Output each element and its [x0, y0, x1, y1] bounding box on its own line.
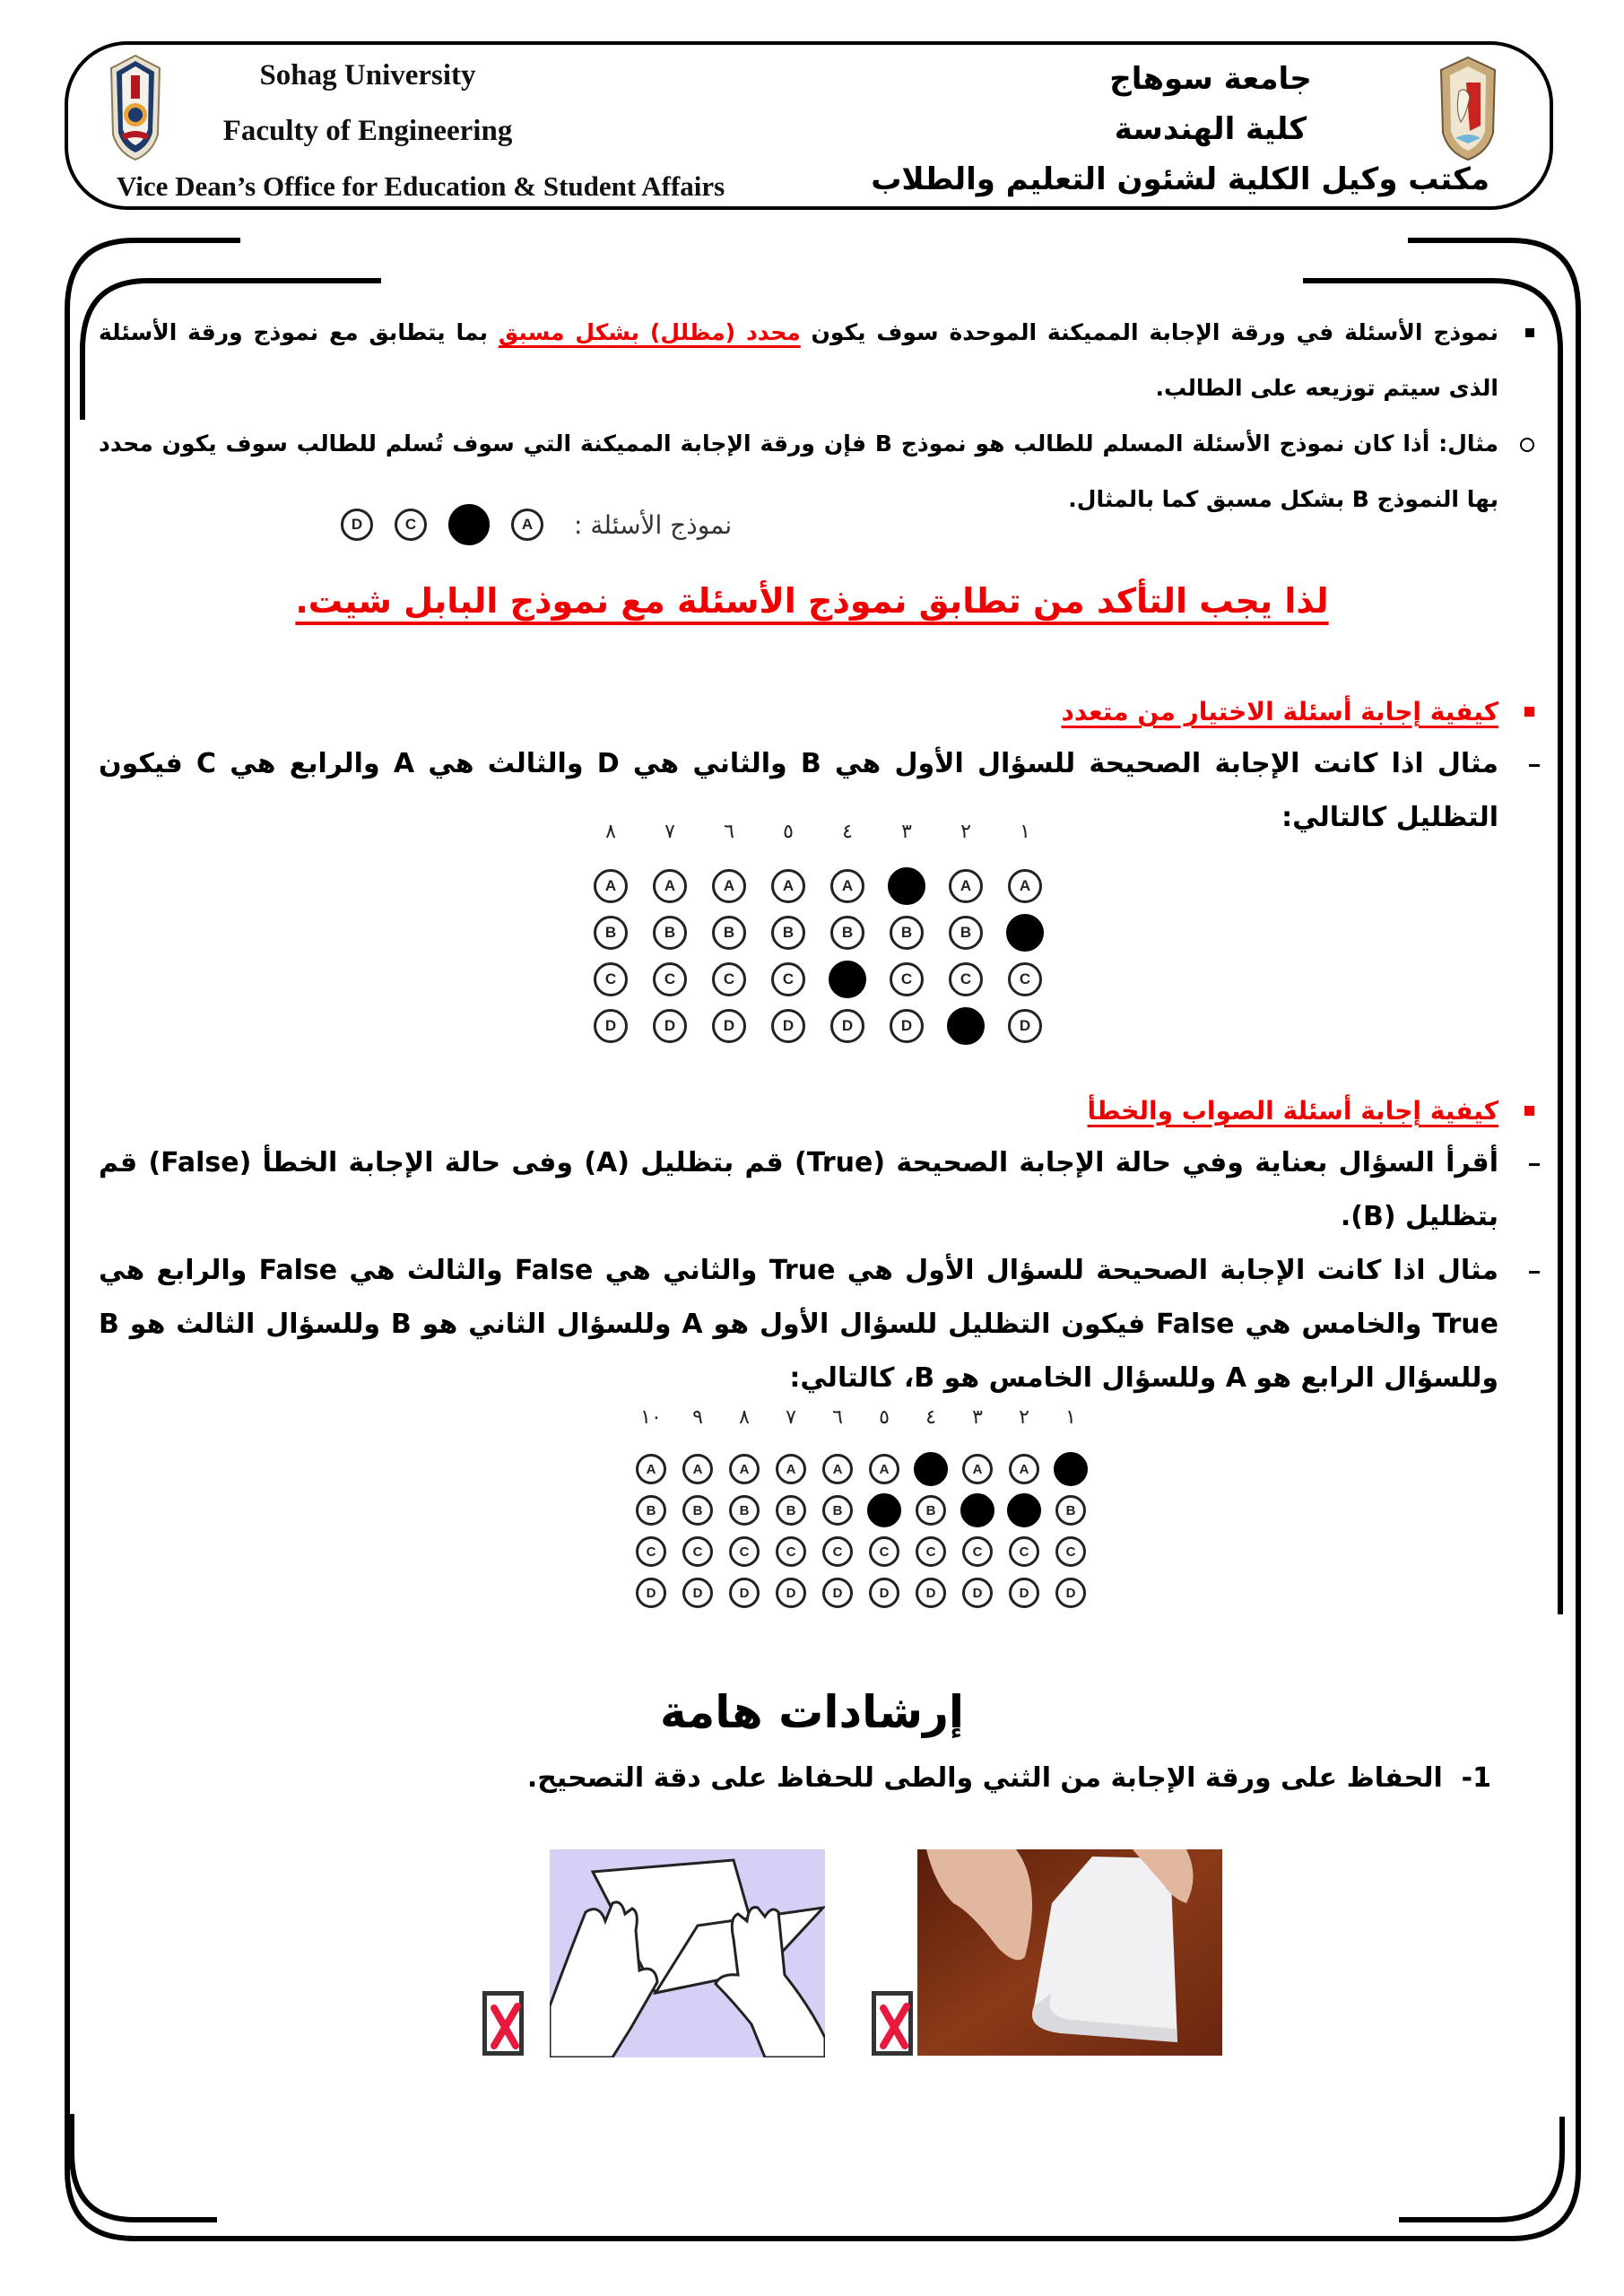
bubble: C: [712, 962, 746, 996]
dash-bullet-icon: [1529, 1271, 1540, 1274]
bubble: B: [822, 1495, 853, 1526]
bubble: A: [1009, 1454, 1039, 1484]
section1-example-text: مثال: أذا كان نموذج الأسئلة المسلم للطالب هو نموذج B فإن ورقة الإجابة المميكنة التي سوف تُسلم للطالب سوف يكون محدد بها النموذج B بشكل مسبق كما بالمثال.: [99, 430, 1498, 512]
bubble: D: [682, 1578, 713, 1608]
bubble: A: [636, 1454, 666, 1484]
bubble: A: [822, 1454, 853, 1484]
bubble: B: [771, 916, 805, 950]
wrong-mark-icon: [872, 1991, 913, 2056]
faculty-logo-icon: [108, 52, 163, 163]
question-number: ٤: [842, 821, 853, 843]
bubble: A: [1008, 869, 1042, 903]
section2-example-text: مثال اذا كانت الإجابة الصحيحة للسؤال الأول هي B والثاني هي D والثالث هي A والرابع هي C فيكون التظليل كالتالي:: [99, 748, 1499, 833]
square-bullet-icon: [1524, 1106, 1534, 1116]
section1-example: [99, 416, 1498, 527]
model-label: نموذج الأسئلة :: [574, 509, 733, 540]
bubble: A: [682, 1454, 713, 1484]
question-number: ٩: [692, 1406, 703, 1429]
section2-heading: [99, 691, 1498, 734]
question-number: ١٠: [640, 1406, 662, 1429]
question-number: ٦: [724, 821, 734, 843]
bubble: D: [771, 1009, 805, 1043]
bubble: D: [962, 1578, 993, 1608]
bubble-filled: [829, 961, 866, 998]
bubble: D: [890, 1009, 924, 1043]
section3-instruction: [99, 1136, 1498, 1244]
bubble: B: [949, 916, 983, 950]
bubble-filled: [867, 1493, 901, 1527]
bubble: D: [916, 1578, 946, 1608]
bubble: C: [949, 962, 983, 996]
office-name-ar: مكتب وكيل الكلية لشئون التعليم والطلاب: [871, 161, 1489, 197]
bubble: A: [776, 1454, 806, 1484]
question-model-selector: [341, 504, 732, 545]
bubble: C: [869, 1536, 899, 1567]
section1-text-before: نموذج الأسئلة في ورقة الإجابة المميكنة الموحدة سوف يكون: [800, 319, 1498, 345]
bubble: D: [776, 1578, 806, 1608]
bubble: B: [776, 1495, 806, 1526]
bubble: B: [1055, 1495, 1086, 1526]
bubble: B: [729, 1495, 760, 1526]
model-option-d: D: [341, 509, 373, 541]
dash-bullet-icon: [1529, 764, 1540, 767]
model-option-a: A: [511, 509, 543, 541]
bubble: C: [1008, 962, 1042, 996]
bubble-filled: [1006, 914, 1044, 952]
option-row-d: [581, 1003, 1055, 1049]
question-number: ٧: [664, 821, 675, 843]
bubble: D: [729, 1578, 760, 1608]
bubble: D: [636, 1578, 666, 1608]
bubble: A: [729, 1454, 760, 1484]
model-option-b-filled: [448, 504, 490, 545]
bubble: A: [962, 1454, 993, 1484]
office-name-en: Vice Dean’s Office for Education & Student Affairs: [117, 170, 725, 202]
question-number: ٢: [1019, 1406, 1029, 1429]
section3-title: كيفية إجابة أسئلة الصواب والخطأ: [1087, 1096, 1498, 1126]
bubble: C: [822, 1536, 853, 1567]
wrong-mark-icon: [482, 1991, 524, 2056]
bubble: A: [949, 869, 983, 903]
bubble: A: [869, 1454, 899, 1484]
tip-text: الحفاظ على ورقة الإجابة من الثني والطى للحفاظ على دقة التصحيح.: [526, 1762, 1443, 1794]
bubble: C: [682, 1536, 713, 1567]
university-logo-icon: [1439, 56, 1497, 161]
question-number: ٨: [739, 1406, 750, 1429]
question-number: ٥: [783, 821, 794, 843]
question-number: ١: [1065, 1406, 1076, 1429]
bubble: C: [1009, 1536, 1039, 1567]
question-number: ٨: [605, 821, 616, 843]
bubble: C: [636, 1536, 666, 1567]
bubble: B: [890, 916, 924, 950]
bubble: B: [682, 1495, 713, 1526]
bubble: D: [830, 1009, 864, 1043]
model-option-c: C: [395, 509, 427, 541]
circle-bullet-icon: [1520, 438, 1534, 452]
bubble: B: [916, 1495, 946, 1526]
question-number: ٤: [925, 1406, 936, 1429]
bubble: C: [1055, 1536, 1086, 1567]
option-row-b: [581, 909, 1055, 956]
bubble: D: [869, 1578, 899, 1608]
bubble-filled: [960, 1493, 994, 1527]
bubble: A: [653, 869, 687, 903]
bubble: C: [771, 962, 805, 996]
section1-paragraph: [99, 305, 1498, 416]
bubble: D: [653, 1009, 687, 1043]
important-tips-heading: إرشادات هامة: [659, 1686, 965, 1738]
section3-example-text: مثال اذا كانت الإجابة الصحيحة للسؤال الأول هي True والثاني هي False والثالث هي False والرابع هي True والخامس هي False فيكون التظليل للسؤال الأول هو A وللسؤال الثاني هو B وللسؤال الثالث هو B وللسؤال الرابع هو A وللسؤال الخامس هو B، كالتالي:: [99, 1255, 1498, 1394]
faculty-name-en: Faculty of Engineering: [222, 115, 513, 147]
bubble: D: [594, 1009, 628, 1043]
section1-text-after: بما يتطابق مع نموذج ورقة الأسئلة الذى سيتم توزيعه على الطالب.: [99, 319, 1498, 401]
bubble-filled: [1007, 1493, 1041, 1527]
question-number: ٢: [960, 821, 971, 843]
bubble: C: [729, 1536, 760, 1567]
hands-folding-paper-illustration: [550, 1849, 825, 2057]
bubble: A: [712, 869, 746, 903]
bubble: A: [594, 869, 628, 903]
bubble: C: [776, 1536, 806, 1567]
question-number: ٥: [879, 1406, 890, 1429]
bubble: C: [653, 962, 687, 996]
faculty-name-ar: كلية الهندسة: [1114, 111, 1307, 147]
tip-item-1: [527, 1762, 1491, 1794]
bubble-filled: [914, 1452, 948, 1486]
question-number-row: [581, 821, 1055, 843]
bubble: D: [1055, 1578, 1086, 1608]
question-number: ٣: [901, 821, 912, 843]
bubble: A: [771, 869, 805, 903]
question-number-row: [628, 1406, 1094, 1429]
bubble: B: [653, 916, 687, 950]
bubble: D: [1008, 1009, 1042, 1043]
option-row-c: [581, 956, 1055, 1003]
bubble: C: [890, 962, 924, 996]
bubble: D: [1009, 1578, 1039, 1608]
university-name-ar: جامعة سوهاج: [1109, 61, 1312, 97]
warning-message: [0, 581, 1624, 621]
bubble-filled: [888, 867, 925, 905]
tip-number: 1-: [1461, 1762, 1491, 1794]
bubble: D: [822, 1578, 853, 1608]
hands-folding-paper-photo: [917, 1849, 1222, 2056]
bubble: C: [916, 1536, 946, 1567]
mcq-bubble-grid: [581, 821, 1055, 1049]
bubble: B: [830, 916, 864, 950]
true-false-bubble-grid: [628, 1406, 1094, 1613]
square-bullet-icon: [1524, 707, 1534, 717]
option-row-a: [628, 1448, 1094, 1490]
section3-example: [99, 1244, 1498, 1405]
question-number: ٦: [832, 1406, 843, 1429]
bubble: A: [830, 869, 864, 903]
bubble: B: [636, 1495, 666, 1526]
warning-text: لذا يجب التأكد من تطابق نموذج الأسئلة مع نموذج البابل شيت.: [295, 581, 1329, 621]
bubble-filled: [947, 1007, 985, 1045]
bubble: B: [594, 916, 628, 950]
section3-heading: [99, 1090, 1498, 1133]
bubble: C: [594, 962, 628, 996]
bubble: B: [712, 916, 746, 950]
bubble: D: [712, 1009, 746, 1043]
option-row-a: [581, 863, 1055, 909]
bubble-filled: [1054, 1452, 1088, 1486]
question-number: ٣: [972, 1406, 983, 1429]
dash-bullet-icon: [1529, 1163, 1540, 1166]
section2-title: كيفية إجابة أسئلة الاختيار من متعدد: [1061, 697, 1498, 726]
option-row-b: [628, 1490, 1094, 1531]
bubble: C: [962, 1536, 993, 1567]
option-row-d: [628, 1572, 1094, 1613]
question-number: ٧: [786, 1406, 796, 1429]
question-number: ١: [1020, 821, 1030, 843]
university-name-en: Sohag University: [259, 59, 476, 91]
section1-highlight: محدد (مظلل) بشكل مسبق: [498, 319, 801, 345]
square-bullet-icon: [1525, 328, 1534, 337]
section3-instruction-text: أقرأ السؤال بعناية وفي حالة الإجابة الصحيحة (True) قم بتظليل (A) وفى حالة الإجابة الخطأ (False) قم بتظليل (B).: [99, 1147, 1498, 1232]
option-row-c: [628, 1531, 1094, 1572]
